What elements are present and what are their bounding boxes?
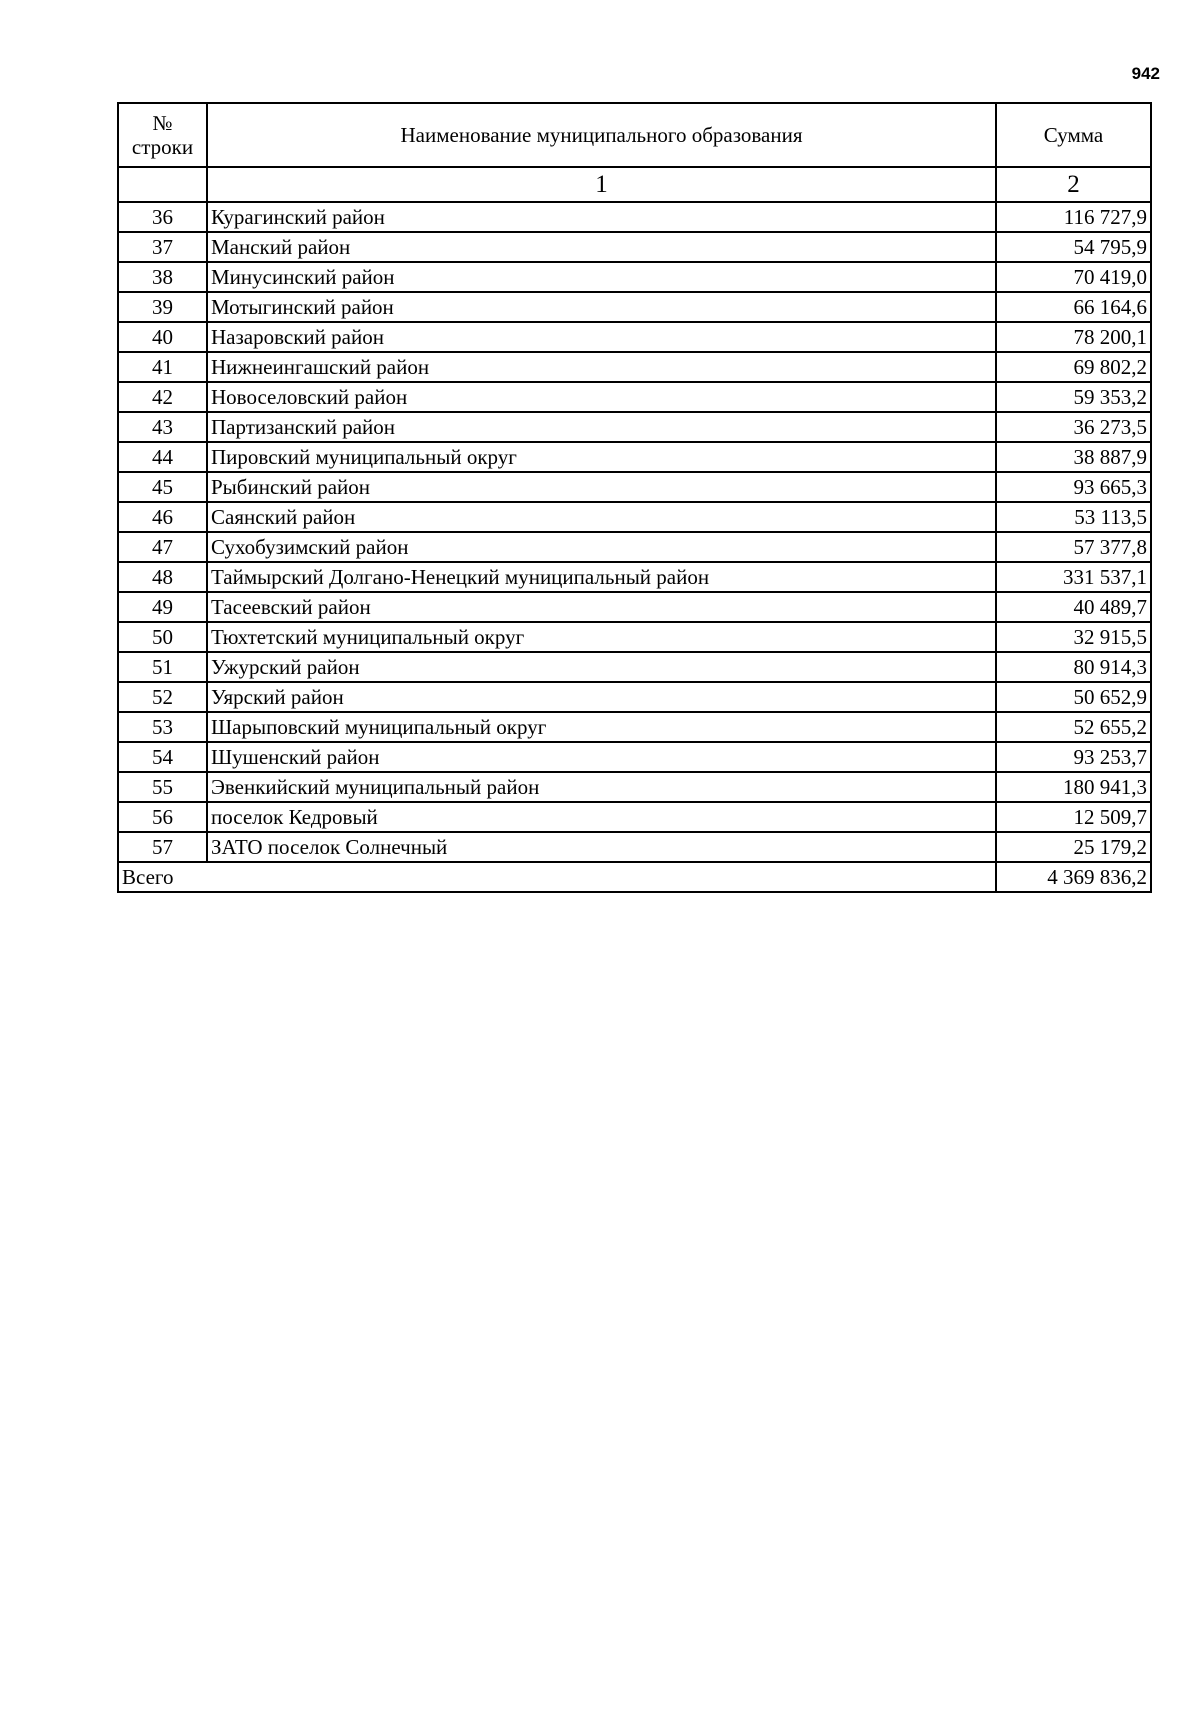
column-number-1: 1 — [207, 167, 996, 202]
sum-cell: 32 915,5 — [996, 622, 1151, 652]
table-row — [118, 262, 1151, 292]
municipality-name-cell: поселок Кедровый — [207, 802, 996, 832]
row-number-cell: 52 — [118, 682, 207, 712]
municipality-name-cell: Эвенкийский муниципальный район — [207, 772, 996, 802]
sum-cell: 50 652,9 — [996, 682, 1151, 712]
sum-cell: 38 887,9 — [996, 442, 1151, 472]
table-row — [118, 532, 1151, 562]
sum-cell: 78 200,1 — [996, 322, 1151, 352]
table-row — [118, 472, 1151, 502]
municipality-name-cell: Рыбинский район — [207, 472, 996, 502]
row-number-cell: 40 — [118, 322, 207, 352]
municipality-name-cell: ЗАТО поселок Солнечный — [207, 832, 996, 862]
row-number-cell: 37 — [118, 232, 207, 262]
row-number-cell: 50 — [118, 622, 207, 652]
table-row — [118, 622, 1151, 652]
sum-cell: 80 914,3 — [996, 652, 1151, 682]
total-row — [118, 862, 1151, 892]
table-row — [118, 832, 1151, 862]
municipality-name-cell: Шушенский район — [207, 742, 996, 772]
municipality-name-cell: Минусинский район — [207, 262, 996, 292]
municipality-name-cell: Курагинский район — [207, 202, 996, 232]
total-label: Всего — [118, 862, 996, 892]
sum-cell: 331 537,1 — [996, 562, 1151, 592]
municipal-sum-table — [117, 102, 1152, 893]
sum-cell: 116 727,9 — [996, 202, 1151, 232]
table-row — [118, 382, 1151, 412]
table-row — [118, 232, 1151, 262]
municipality-name-cell: Сухобузимский район — [207, 532, 996, 562]
table-row — [118, 442, 1151, 472]
municipality-name-cell: Назаровский район — [207, 322, 996, 352]
header-sum: Сумма — [996, 103, 1151, 167]
table-header-row — [118, 103, 1151, 167]
municipality-name-cell: Ужурский район — [207, 652, 996, 682]
municipality-name-cell: Шарыповский муниципальный округ — [207, 712, 996, 742]
row-number-cell: 45 — [118, 472, 207, 502]
table-row — [118, 682, 1151, 712]
row-number-cell: 46 — [118, 502, 207, 532]
sum-cell: 40 489,7 — [996, 592, 1151, 622]
sum-cell: 70 419,0 — [996, 262, 1151, 292]
sum-cell: 180 941,3 — [996, 772, 1151, 802]
sum-cell: 12 509,7 — [996, 802, 1151, 832]
row-number-cell: 55 — [118, 772, 207, 802]
table-row — [118, 352, 1151, 382]
sum-cell: 52 655,2 — [996, 712, 1151, 742]
row-number-cell: 36 — [118, 202, 207, 232]
column-number-row — [118, 167, 1151, 202]
table-row — [118, 562, 1151, 592]
table-row — [118, 412, 1151, 442]
municipality-name-cell: Уярский район — [207, 682, 996, 712]
header-number-sign: № — [152, 111, 173, 135]
municipality-name-cell: Нижнеингашский район — [207, 352, 996, 382]
sum-cell: 69 802,2 — [996, 352, 1151, 382]
municipality-name-cell: Мотыгинский район — [207, 292, 996, 322]
table-row — [118, 772, 1151, 802]
sum-cell: 36 273,5 — [996, 412, 1151, 442]
header-municipality-name: Наименование муниципального образования — [207, 103, 996, 167]
municipality-name-cell: Тасеевский район — [207, 592, 996, 622]
header-row-number — [118, 103, 207, 167]
header-row-label: строки — [131, 135, 194, 159]
table-row — [118, 502, 1151, 532]
row-number-cell: 39 — [118, 292, 207, 322]
sum-cell: 93 665,3 — [996, 472, 1151, 502]
municipality-name-cell: Пировский муниципальный округ — [207, 442, 996, 472]
table-row — [118, 322, 1151, 352]
table-row — [118, 202, 1151, 232]
page-number: 942 — [1131, 64, 1160, 83]
column-number-2: 2 — [996, 167, 1151, 202]
row-number-cell: 44 — [118, 442, 207, 472]
table-row — [118, 652, 1151, 682]
municipality-name-cell: Партизанский район — [207, 412, 996, 442]
row-number-cell: 49 — [118, 592, 207, 622]
municipality-name-cell: Новоселовский район — [207, 382, 996, 412]
sum-cell: 53 113,5 — [996, 502, 1151, 532]
municipality-name-cell: Таймырский Долгано-Ненецкий муниципальный район — [207, 562, 996, 592]
column-number-empty — [118, 167, 207, 202]
table-row — [118, 802, 1151, 832]
sum-cell: 57 377,8 — [996, 532, 1151, 562]
sum-cell: 25 179,2 — [996, 832, 1151, 862]
table-row — [118, 742, 1151, 772]
municipality-name-cell: Манский район — [207, 232, 996, 262]
row-number-cell: 38 — [118, 262, 207, 292]
row-number-cell: 42 — [118, 382, 207, 412]
sum-cell: 54 795,9 — [996, 232, 1151, 262]
table-row — [118, 592, 1151, 622]
total-sum: 4 369 836,2 — [996, 862, 1151, 892]
row-number-cell: 43 — [118, 412, 207, 442]
row-number-cell: 48 — [118, 562, 207, 592]
sum-cell: 59 353,2 — [996, 382, 1151, 412]
row-number-cell: 41 — [118, 352, 207, 382]
row-number-cell: 54 — [118, 742, 207, 772]
table-body — [118, 202, 1151, 862]
table-row — [118, 292, 1151, 322]
sum-cell: 66 164,6 — [996, 292, 1151, 322]
row-number-cell: 57 — [118, 832, 207, 862]
row-number-cell: 53 — [118, 712, 207, 742]
municipality-name-cell: Тюхтетский муниципальный округ — [207, 622, 996, 652]
row-number-cell: 56 — [118, 802, 207, 832]
sum-cell: 93 253,7 — [996, 742, 1151, 772]
table-row — [118, 712, 1151, 742]
municipality-name-cell: Саянский район — [207, 502, 996, 532]
row-number-cell: 51 — [118, 652, 207, 682]
row-number-cell: 47 — [118, 532, 207, 562]
